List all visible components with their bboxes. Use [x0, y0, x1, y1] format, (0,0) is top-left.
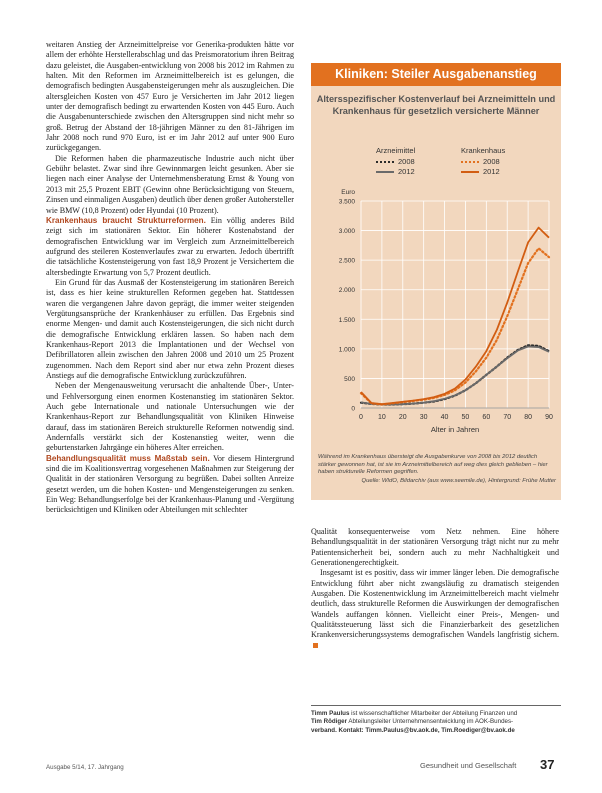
left-paragraph: Krankenhaus braucht Strukturreformen. Ein völlig anderes Bild zeigt sich im stationären Sektor. Ein höherer Kostenabstand der demografischen Entwicklung war im Vergleich zum Arzneimittelbereich aufgrund des steileren Kostenverlaufes zwar zu erwarten. Jedoch übertrifft die tatsächliche Kostensteigerung von fast 18,9 Prozent je Versichertem die altersbedingte Erwartung von 5,7 Prozent deutlich. [46, 215, 294, 277]
legend-group-arzneimittel: Arzneimittel [376, 146, 416, 155]
y-axis-label: Euro [341, 189, 355, 196]
x-tick-label: 30 [419, 414, 428, 421]
y-tick-label: 2.000 [338, 287, 355, 295]
x-tick-label: 90 [545, 414, 553, 421]
y-tick-label: 3.500 [338, 198, 355, 206]
x-tick-label: 40 [440, 414, 449, 421]
footer-magazine: Gesundheit und Gesellschaft [420, 761, 517, 770]
y-tick-label: 0 [351, 405, 355, 413]
box-source: Quelle: WIdO, Bildarchiv (aus www.seemile.de), Hintergrund: Frühe Mutter [361, 477, 556, 484]
legend-label-arz-2008: 2008 [398, 157, 415, 166]
left-column [46, 40, 294, 516]
x-tick-label: 10 [377, 414, 386, 421]
author-1-name: Timm Paulus [311, 710, 350, 717]
legend-item-kh-2012 [461, 167, 500, 176]
series-line-krankenhaus-2008 [361, 248, 549, 404]
left-paragraph: Neben der Mengenausweitung verursacht die anhaltende Über-, Unter- und Fehlversorgung einen enormen Kostenanstieg im stationären Sektor. Auch gebe Internationale und nationale Untersuchungen wie der Krankenhaus-Report zur Behandlungsqualität von Kliniken Hinweise darauf, dass im stationären Bereich strukturelle Reformen notwendig sind. Andernfalls verstärkt sich der Kostenanstieg weiter, wenn die geburtenstarken Jahrgänge ein höheres Alter erreichen. [46, 381, 294, 453]
x-axis-label: Alter in Jahren [430, 425, 480, 434]
left-paragraph: Behandlungsqualität muss Maßstab sein. Vor diesem Hintergrund sind die im Koalitionsvertrag vorgesehenen Maßnahmen zur Steigerung der Qualität in der stationären Versorgung zu begrüßen. Dabei sollten Anreize gesetzt werden, um die hohen Kosten- und Mengensteigerungen zu senken. Ein Weg: Behandlungserfolge bei der Krankenhaus-Planung und -Vergütung berücksichtigen und Kliniken oder Abteilungen mit schlechter [46, 453, 294, 515]
y-tick-label: 1.500 [338, 316, 355, 324]
legend-swatch-kh-2012 [461, 171, 479, 173]
box-caption [318, 454, 556, 485]
legend-label-kh-2008: 2008 [483, 157, 500, 166]
legend-swatch-arz-2012 [376, 171, 394, 173]
x-tick-label: 80 [524, 414, 533, 421]
author-2-text: Abteilungsleiter Unternehmensentwicklung im AOK-Bundes- [346, 718, 514, 726]
box-title: Kliniken: Steiler Ausgabenanstieg [311, 63, 561, 86]
left-paragraph: weitaren Anstieg der Arzneimittelpreise vor Generika-produkten hätte vor allem der erhöhte Herstellerabschlag und das Preismoratorium ihren Beitrag dazu geleistet, die Ausgaben-entwicklung von 2008 bis 2012 im Rahmen zu halten. Mit den Reformen im Arzneimittelbereich ist es gelungen, die demografisch bedingten Ausgabensteigerungen mehr als auszugleichen. Die altersgleichen Kosten von 457 Euro je Versicherten im Jahr 2012 liegen unter der demografisch bedingt zu erwartenden Kosten von 445 Euro. Auch die Ausgabenunterschiede zwischen den Altersgruppen sind nicht mehr so groß. Betrug der Abstand der 18-jährigen Männer zu den 81-Jährigen im Jahr 2008 noch rund 970 Euro, ist er im Jahr 2012 auf unter 900 Euro zurückgegangen. [46, 40, 294, 153]
x-tick-label: 0 [359, 414, 363, 421]
legend-label-arz-2012: 2012 [398, 167, 415, 176]
left-paragraph: Ein Grund für das Ausmaß der Kostensteigerung im stationären Bereich ist, dass es hier keine strukturellen Reformen gegeben hat. Stattdessen waren die vergangenen Jahre davon geprägt, die immer weiter steigenden Vergütungsansprüche der Krankenhäuser zu erfüllen. Das Ergebnis sind enorme Mengen- und damit auch Kostensteigerungen, die sich nicht durch die demografische Entwicklung erklären lassen. So haben nach dem Krankenhaus-Report 2013 die Implantationen und der Wechsel von Defibrillatoren allein zwischen den Jahren 2008 und 2010 um 25 Prozent zugenommen. Nach dem Report sind aber nur etwa zehn Prozent dieses Anstiegs auf die demografische Entwicklung zurückzuführen. [46, 277, 294, 380]
author-1-text: ist wissenschaftlicher Mitarbeiter der Abteilung Finanzen und [349, 710, 518, 717]
legend-label-kh-2012: 2012 [483, 167, 500, 176]
x-tick-label: 70 [503, 414, 512, 421]
box-subtitle: Altersspezifischer Kostenverlauf bei Arzneimitteln und Krankenhaus für gesetzlich versicherte Männer [316, 94, 556, 117]
end-of-article-mark [313, 643, 318, 648]
x-tick-label: 60 [482, 414, 491, 421]
section-heading: Behandlungsqualität muss Maßstab sein. [46, 453, 210, 463]
page-number: 37 [540, 757, 555, 772]
y-tick-label: 500 [344, 375, 355, 383]
author-note [311, 705, 561, 735]
x-tick-label: 50 [461, 414, 470, 421]
right-paragraph: Insgesamt ist es positiv, dass wir immer länger leben. Die demografische Entwicklung führt aber nicht zwangsläufig zu dramatisch steigenden Ausgaben. Die Kostenentwicklung im Arzneimittelbereich macht vielmehr deutlich, dass strukturelle Reformen die Auswirkungen der demografischen Wandels auffangen können. Vielleicht einer Preis-, Mengen- und Qualitätssteuerung lässt sich die Finanzierbarkeit des gesetzlichen Krankenversicherungssystems demografischen Wandels langfristig sichern. [311, 568, 559, 651]
line-chart [311, 176, 561, 446]
section-heading: Krankenhaus braucht Strukturreformen. [46, 215, 206, 225]
box-caption-text: Während im Krankenhaus übersteigt die Ausgabenkurve von 2008 bis 2012 deutlich stärker gewonnen hat, ist sie im Arzneimittelbereich auf weg dies gleich geblieben – hier haben strukturelle Reformen gegriffen. [318, 454, 548, 476]
legend-group-krankenhaus: Krankenhaus [461, 146, 506, 155]
right-column [311, 527, 559, 651]
right-paragraph: Qualität konsequenterweise vom Netz nehmen. Eine höhere Behandlungsqualität in der stationären Versorgung trägt nicht nur zu mehr Patientensicherheit bei, sondern auch zu mehr Nachhaltigkeit und Generationengerechtigkeit. [311, 527, 559, 568]
y-tick-label: 1.000 [338, 346, 355, 354]
footer-issue: Ausgabe 5/14, 17. Jahrgang [46, 764, 124, 771]
y-tick-label: 2.500 [338, 257, 355, 265]
legend-item-kh-2008 [461, 157, 500, 166]
series-line-arzneimittel-2012 [361, 347, 549, 405]
legend-item-arz-2012 [376, 167, 415, 176]
series-line-krankenhaus-2012 [361, 228, 549, 405]
legend-swatch-kh-2008 [461, 161, 479, 163]
left-paragraph: Die Reformen haben die pharmazeutische Industrie auch nicht über Gebühr belastet. Zwar sind ihre Gewinnmargen leicht gesunken. Aber sie liegen nach einer Analyse der Unternehmensberatung Ernst & Young von 2013 mit 25,5 Prozent EBIT (Gewinn ohne Berücksichtigung von Steuern, Zinsen und einmaligen Ausgaben) deutlich über denen großer Autohersteller wie BMW (10,8 Prozent) oder Hyundai (10 Prozent). [46, 153, 294, 215]
y-tick-label: 3.000 [338, 228, 355, 236]
legend-swatch-arz-2008 [376, 161, 394, 163]
legend-item-arz-2008 [376, 157, 415, 166]
x-tick-label: 20 [398, 414, 407, 421]
author-2-name: Tim Rödiger [311, 718, 347, 726]
author-contact: verband. Kontakt: Timm.Paulus@bv.aok.de, Tim.Roediger@bv.aok.de [311, 726, 515, 734]
